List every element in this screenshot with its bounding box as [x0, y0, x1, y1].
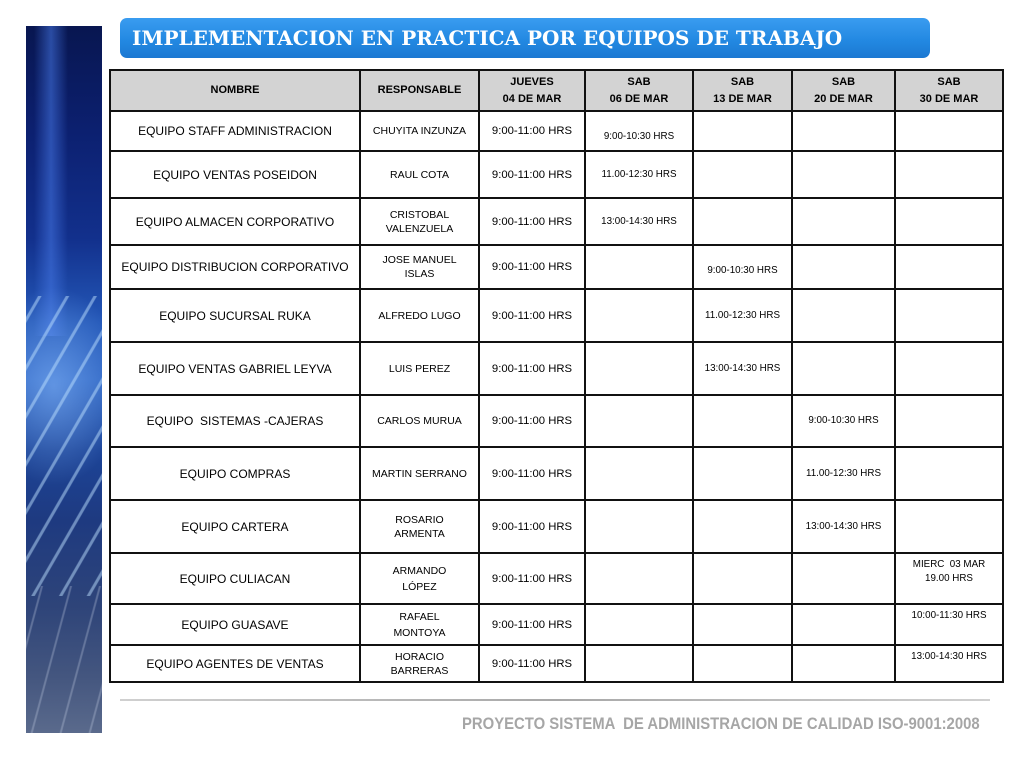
cell-sab-30	[895, 500, 1003, 553]
table-row	[110, 342, 1003, 395]
cell-sab-06	[585, 447, 693, 500]
header-date: 30 DE MAR	[919, 92, 979, 105]
cell-responsable: ROSARIO ARMENTA	[360, 500, 479, 553]
schedule-table	[109, 69, 1004, 683]
cell-sab-13	[693, 198, 792, 245]
cell-nombre: EQUIPO SUCURSAL RUKA	[110, 289, 360, 342]
cell-sab-13	[693, 395, 792, 447]
table-header	[110, 70, 1003, 111]
cell-nombre: EQUIPO AGENTES DE VENTAS	[110, 645, 360, 682]
cell-sab-20	[792, 289, 895, 342]
cell-nombre: EQUIPO COMPRAS	[110, 447, 360, 500]
cell-sab-13	[693, 111, 792, 151]
cell-sab-06	[585, 500, 693, 553]
header-responsable: RESPONSABLE	[360, 70, 479, 111]
cell-sab-30	[895, 111, 1003, 151]
cell-responsable: MARTIN SERRANO	[360, 447, 479, 500]
cell-responsable: JOSE MANUEL ISLAS	[360, 245, 479, 289]
cell-sab-30	[895, 447, 1003, 500]
cell-sab-13	[693, 500, 792, 553]
schedule-table-body	[110, 111, 1003, 682]
cell-jueves-04: 9:00-11:00 HRS	[479, 447, 585, 500]
cell-sab-30: 10:00-11:30 HRS	[895, 604, 1003, 645]
cell-sab-30: 13:00-14:30 HRS	[895, 645, 1003, 682]
cell-nombre: EQUIPO VENTAS GABRIEL LEYVA	[110, 342, 360, 395]
cell-sab-20	[792, 553, 895, 604]
cell-jueves-04: 9:00-11:00 HRS	[479, 553, 585, 604]
header-nombre: NOMBRE	[110, 70, 360, 111]
cell-sab-30	[895, 245, 1003, 289]
cell-sab-20	[792, 645, 895, 682]
header-sab-06	[585, 70, 693, 111]
strip-streaks	[26, 296, 102, 596]
cell-sab-20	[792, 151, 895, 198]
cell-nombre: EQUIPO DISTRIBUCION CORPORATIVO	[110, 245, 360, 289]
cell-nombre: EQUIPO CARTERA	[110, 500, 360, 553]
cell-sab-13	[693, 553, 792, 604]
title-bar	[120, 18, 930, 58]
cell-sab-06	[585, 604, 693, 645]
table-row	[110, 553, 1003, 604]
cell-sab-06: 13:00-14:30 HRS	[585, 198, 693, 245]
cell-responsable: RAFAEL MONTOYA	[360, 604, 479, 645]
table-row	[110, 151, 1003, 198]
footer-text: PROYECTO SISTEMA DE ADMINISTRACION DE CALIDAD ISO-9001:2008	[462, 714, 980, 733]
cell-sab-20: 11.00-12:30 HRS	[792, 447, 895, 500]
cell-nombre: EQUIPO VENTAS POSEIDON	[110, 151, 360, 198]
cell-nombre: EQUIPO SISTEMAS -CAJERAS	[110, 395, 360, 447]
cell-jueves-04: 9:00-11:00 HRS	[479, 151, 585, 198]
cell-sab-20	[792, 342, 895, 395]
table-row	[110, 111, 1003, 151]
header-sab-13	[693, 70, 792, 111]
table-row	[110, 447, 1003, 500]
cell-sab-06	[585, 645, 693, 682]
cell-sab-30	[895, 198, 1003, 245]
cell-sab-06	[585, 245, 693, 289]
cell-sab-30	[895, 151, 1003, 198]
cell-sab-06	[585, 553, 693, 604]
cell-jueves-04: 9:00-11:00 HRS	[479, 198, 585, 245]
cell-sab-13	[693, 151, 792, 198]
cell-responsable: CRISTOBAL VALENZUELA	[360, 198, 479, 245]
cell-jueves-04: 9:00-11:00 HRS	[479, 645, 585, 682]
cell-sab-30	[895, 342, 1003, 395]
cell-sab-13: 13:00-14:30 HRS	[693, 342, 792, 395]
cell-jueves-04: 9:00-11:00 HRS	[479, 289, 585, 342]
cell-sab-20	[792, 198, 895, 245]
cell-nombre: EQUIPO ALMACEN CORPORATIVO	[110, 198, 360, 245]
table-row	[110, 604, 1003, 645]
cell-responsable: CARLOS MURUA	[360, 395, 479, 447]
cell-responsable: RAUL COTA	[360, 151, 479, 198]
cell-sab-30	[895, 395, 1003, 447]
cell-sab-20	[792, 245, 895, 289]
decorative-strip	[26, 26, 102, 733]
table-row	[110, 645, 1003, 682]
slide-title: IMPLEMENTACION EN PRACTICA POR EQUIPOS DE TRABAJO	[132, 26, 843, 50]
header-date: 20 DE MAR	[814, 92, 873, 105]
cell-sab-06	[585, 289, 693, 342]
cell-responsable: ARMANDO LÓPEZ	[360, 553, 479, 604]
table-row	[110, 395, 1003, 447]
cell-responsable: ALFREDO LUGO	[360, 289, 479, 342]
cell-jueves-04: 9:00-11:00 HRS	[479, 500, 585, 553]
cell-sab-30: MIERC 03 MAR 19.00 HRS	[895, 553, 1003, 604]
header-sab-30	[895, 70, 1003, 111]
cell-sab-13: 11.00-12:30 HRS	[693, 289, 792, 342]
cell-sab-06	[585, 342, 693, 395]
cell-nombre: EQUIPO GUASAVE	[110, 604, 360, 645]
cell-sab-20	[792, 111, 895, 151]
cell-sab-06	[585, 395, 693, 447]
strip-streaks-low	[26, 586, 102, 733]
cell-responsable: HORACIO BARRERAS	[360, 645, 479, 682]
table-row	[110, 289, 1003, 342]
cell-jueves-04: 9:00-11:00 HRS	[479, 111, 585, 151]
header-sab-20	[792, 70, 895, 111]
header-day: SAB	[831, 75, 856, 88]
header-jueves-04	[479, 70, 585, 111]
cell-jueves-04: 9:00-11:00 HRS	[479, 604, 585, 645]
cell-responsable: CHUYITA INZUNZA	[360, 111, 479, 151]
header-date: 06 DE MAR	[609, 92, 669, 105]
cell-sab-20: 9:00-10:30 HRS	[792, 395, 895, 447]
cell-sab-30	[895, 289, 1003, 342]
table-row	[110, 245, 1003, 289]
cell-jueves-04: 9:00-11:00 HRS	[479, 342, 585, 395]
header-day: SAB	[730, 75, 755, 88]
header-row	[110, 70, 1003, 111]
cell-sab-06: 9:00-10:30 HRS	[585, 111, 693, 151]
table-row	[110, 198, 1003, 245]
header-day: SAB	[937, 75, 961, 88]
cell-sab-20: 13:00-14:30 HRS	[792, 500, 895, 553]
cell-sab-20	[792, 604, 895, 645]
cell-jueves-04: 9:00-11:00 HRS	[479, 245, 585, 289]
footer-divider	[120, 699, 990, 701]
header-date: 04 DE MAR	[502, 92, 562, 105]
cell-sab-13	[693, 604, 792, 645]
header-day: JUEVES	[510, 75, 554, 88]
header-date: 13 DE MAR	[713, 92, 772, 105]
cell-sab-13	[693, 447, 792, 500]
cell-nombre: EQUIPO STAFF ADMINISTRACION	[110, 111, 360, 151]
cell-responsable: LUIS PEREZ	[360, 342, 479, 395]
header-day: SAB	[627, 75, 651, 88]
cell-sab-13	[693, 645, 792, 682]
table-row	[110, 500, 1003, 553]
cell-jueves-04: 9:00-11:00 HRS	[479, 395, 585, 447]
cell-sab-06: 11.00-12:30 HRS	[585, 151, 693, 198]
cell-sab-13: 9:00-10:30 HRS	[693, 245, 792, 289]
cell-nombre: EQUIPO CULIACAN	[110, 553, 360, 604]
